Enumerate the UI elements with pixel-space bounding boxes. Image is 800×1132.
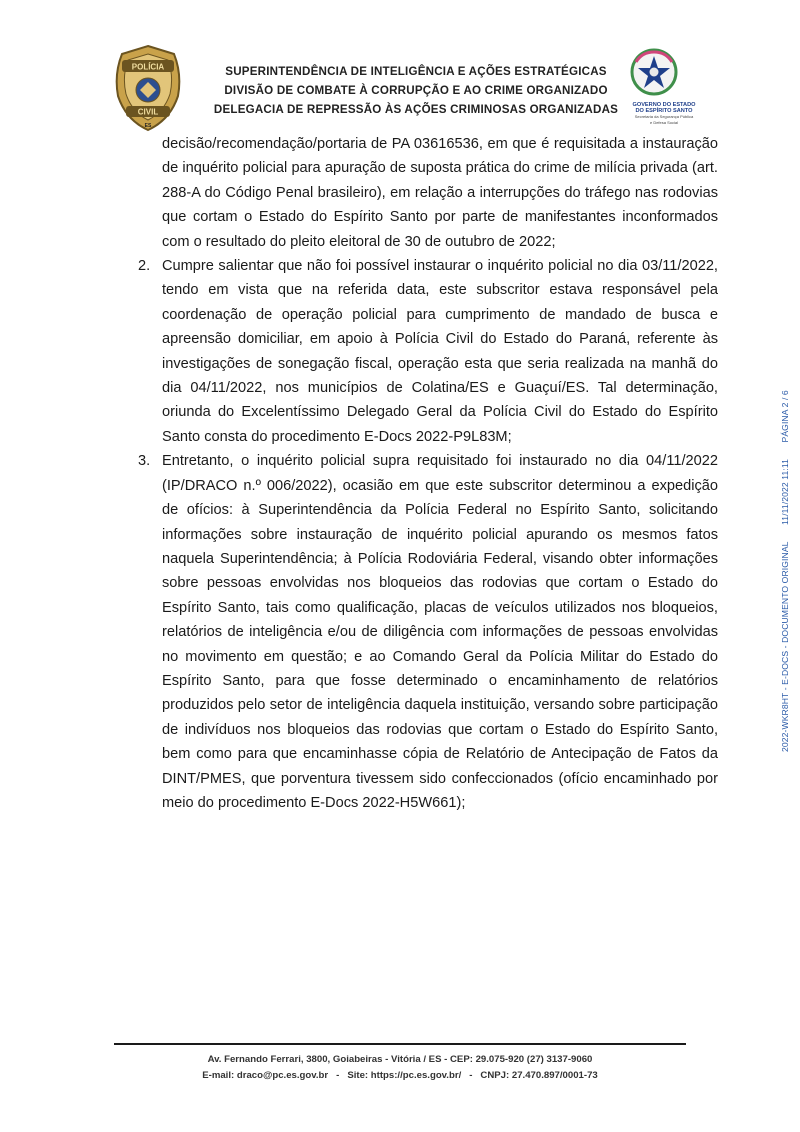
list-item [138,449,718,815]
government-caption [624,102,704,125]
gov-sub-1: Secretaria da Segurança Pública [634,114,694,119]
gov-line-1: GOVERNO DO ESTADO [632,102,696,108]
header-line-1: SUPERINTENDÊNCIA DE INTELIGÊNCIA E AÇÕES ESTRATÉGICAS [225,65,607,78]
badge-state-text: ES [144,123,152,129]
item-text: Cumpre salientar que não foi possível instaurar o inquérito policial no dia 03/11/2022, tendo em vista que na referida data, este subscritor estava responsável pela coordenação de operação policial para cumprimento de mandado de busca e apreensão domiciliar, em apoio à Polícia Civil do Estado do Paraná, referente às investigações de sonegação fiscal, operação esta que seria realizada na manhã do dia 04/11/2022, nos municípios de Colatina/ES e Guaçuí/ES. Tal determinação, oriunda do Excelentíssimo Delegado Geral da Polícia Civil do Estado do Espírito Santo consta do procedimento E-Docs 2022-P9L83M; [162,258,718,445]
item-number: 3. [138,453,151,470]
stamp-doc-id: 2022-WKR8HT - E-DOCS - DOCUMENTO ORIGINAL [780,541,790,752]
item-number: 2. [138,258,151,275]
list-item [138,254,718,449]
document-body [138,132,718,815]
gov-sub-2: e Defesa Social [649,119,678,125]
badge-bottom-text: CIVIL [137,107,159,117]
footer [114,1052,686,1084]
e-docs-side-stamp [780,376,790,752]
gov-line-2: DO ESPÍRITO SANTO [635,108,693,114]
badge-top-text: POLÍCIA [131,62,165,72]
continuation-text: decisão/recomendação/portaria de PA 03616536, em que é requisitada a instauração de inquérito policial para apuração de suposta prática do crime de milícia privada (art. 288-A do Código Penal brasileiro), em relação a interrupções do tráfego nas rodovias que cortam o Estado do Espírito Santo por parte de manifestantes inconformados com o resultado do pleito eleitoral de 30 de outubro de 2022; [162,136,718,250]
footer-divider [114,1043,686,1045]
policia-civil-badge-icon [112,44,184,132]
footer-address: Av. Fernando Ferrari, 3800, Goiabeiras - Vitória / ES - CEP: 29.075-920 (27) 3137-9060 [207,1054,593,1065]
continuation-paragraph [138,132,718,254]
header-line-3: DELEGACIA DE REPRESSÃO ÀS AÇÕES CRIMINOSAS ORGANIZADAS [213,103,619,116]
letterhead [112,44,696,136]
stamp-timestamp: 11/11/2022 11:11 [780,459,790,525]
header-line-2: DIVISÃO DE COMBATE À CORRUPÇÃO E AO CRIME ORGANIZADO [224,84,608,97]
item-text: Entretanto, o inquérito policial supra requisitado foi instaurado no dia 04/11/2022 (IP/DRACO n.º 006/2022), ocasião em que este subscritor determinou a expedição de ofícios: à Superintendência da Polícia Federal no Espírito Santo, solicitando informações sobre instauração de inquérito policial apurando os mesmos fatos naquela Superintendência; à Polícia Rodoviária Federal, visando obter informações sobre pessoas envolvidas nos bloqueios das rodovias que cortam o Estado do Espírito Santo, tais como qualificação, placas de veículos utilizados nos bloqueios, relatórios de inteligência e/ou de diligência com informações de pessoas envolvidas no movimento em questão; e ao Comando Geral da Polícia Militar do Estado do Espírito Santo, para que fosse determinado o encaminhamento de relatórios produzidos pelo setor de inteligência daquela instituição, versando sobre participação de indivíduos nos bloqueios das rodovias que cortam o Estado do Espírito Santo, bem como para que encaminhasse cópia de Relatório de Antecipação de Fatos da DINT/PMES, que porventura tivessem sido confeccionados (ofício encaminhado por meio do procedimento E-Docs 2022-H5W661); [162,453,718,811]
footer-contacts: E-mail: draco@pc.es.gov.br - Site: https://pc.es.gov.br/ - CNPJ: 27.470.897/0001-73 [202,1070,598,1081]
stamp-page: PÁGINA 2 / 6 [780,390,790,443]
